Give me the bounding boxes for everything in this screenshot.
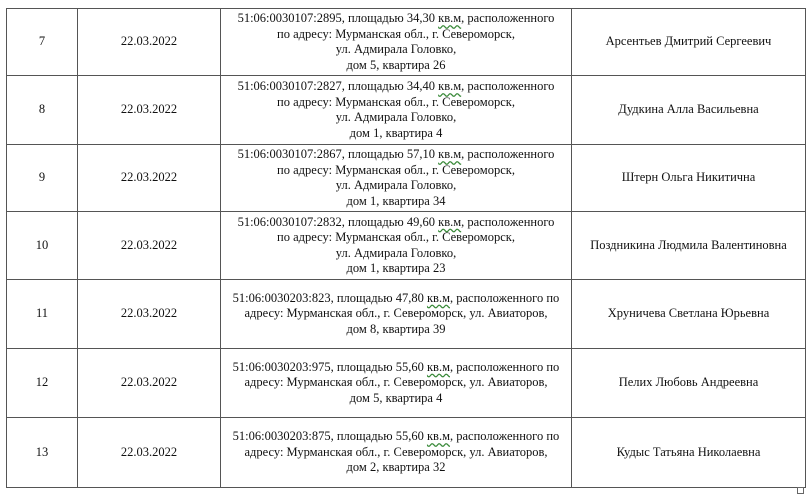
description-line: 51:06:0030107:2827, площадью 34,40 кв.м, расположенного: [237, 79, 555, 93]
row-number: 11: [7, 280, 78, 349]
row-number: 8: [7, 76, 78, 145]
spellcheck-mark: кв.м: [438, 147, 462, 161]
spellcheck-mark: кв.м: [438, 79, 462, 93]
property-description: [221, 145, 572, 212]
spellcheck-mark: кв.м: [426, 359, 450, 374]
description-line: 51:06:0030203:823, площадью 47,80 кв.м, расположенного по: [232, 290, 560, 305]
description-line: ул. Адмирала Головко,: [335, 110, 457, 124]
description-line: по адресу: Мурманская обл., г. Североморск,: [277, 94, 515, 109]
description-line: дом 1, квартира 34: [346, 193, 446, 208]
description-line: ул. Адмирала Головко,: [335, 178, 457, 192]
table-row: [7, 145, 806, 212]
description-line: ул. Адмирала Головко,: [335, 245, 457, 260]
owner-name: Кудыс Татьяна Николаевна: [572, 418, 806, 488]
description-line: адресу: Мурманская обл., г. Североморск, ул. Авиаторов,: [244, 444, 548, 459]
description-line: адресу: Мурманская обл., г. Североморск, ул. Авиаторов,: [244, 375, 548, 390]
table-row: [7, 76, 806, 145]
row-number: 13: [7, 418, 78, 488]
table-row: [7, 418, 806, 488]
spellcheck-mark: кв.м: [426, 290, 450, 305]
description-line: адресу: Мурманская обл., г. Североморск, ул. Авиаторов,: [244, 306, 548, 321]
description-line: дом 8, квартира 39: [346, 321, 446, 336]
row-number: 9: [7, 145, 78, 212]
owner-name: Арсентьев Дмитрий Сергеевич: [572, 9, 806, 76]
row-date: 22.03.2022: [78, 145, 221, 212]
owner-name: Дудкина Алла Васильевна: [572, 76, 806, 145]
owner-name: Штерн Ольга Никитична: [572, 145, 806, 212]
description-line: дом 2, квартира 32: [346, 460, 446, 475]
row-date: 22.03.2022: [78, 280, 221, 349]
description-line: дом 5, квартира 26: [346, 57, 446, 72]
description-line: 51:06:0030107:2895, площадью 34,30 кв.м, расположенного: [237, 11, 555, 25]
property-description: [221, 349, 572, 418]
description-line: дом 1, квартира 4: [349, 125, 443, 140]
owner-name: Пелих Любовь Андреевна: [572, 349, 806, 418]
property-description: [221, 212, 572, 280]
spellcheck-mark: кв.м: [438, 214, 462, 229]
row-date: 22.03.2022: [78, 418, 221, 488]
row-number: 12: [7, 349, 78, 418]
property-description: [221, 9, 572, 76]
description-line: 51:06:0030203:975, площадью 55,60 кв.м, расположенного по: [232, 359, 560, 374]
row-date: 22.03.2022: [78, 349, 221, 418]
row-number: 10: [7, 212, 78, 280]
row-date: 22.03.2022: [78, 9, 221, 76]
description-line: 51:06:0030107:2832, площадью 49,60 кв.м, расположенного: [237, 214, 555, 229]
description-line: дом 1, квартира 23: [346, 261, 446, 275]
property-description: [221, 76, 572, 145]
description-line: 51:06:0030203:875, площадью 55,60 кв.м, расположенного по: [232, 429, 560, 444]
description-line: ул. Адмирала Головко,: [335, 42, 457, 56]
description-line: по адресу: Мурманская обл., г. Североморск,: [277, 26, 515, 41]
row-number: 7: [7, 9, 78, 76]
description-line: 51:06:0030107:2867, площадью 57,10 кв.м, расположенного: [237, 147, 555, 161]
description-line: дом 5, квартира 4: [349, 390, 443, 405]
row-date: 22.03.2022: [78, 76, 221, 145]
table-resize-handle[interactable]: [797, 487, 804, 494]
table-row: [7, 9, 806, 76]
table-row: [7, 280, 806, 349]
table-row: [7, 349, 806, 418]
owner-name: Поздникина Людмила Валентиновна: [572, 212, 806, 280]
spellcheck-mark: кв.м: [426, 429, 450, 444]
row-date: 22.03.2022: [78, 212, 221, 280]
spellcheck-mark: кв.м: [438, 11, 462, 25]
property-description: [221, 418, 572, 488]
table-row: [7, 212, 806, 280]
property-description: [221, 280, 572, 349]
records-table: [6, 8, 806, 488]
owner-name: Хруничева Светлана Юрьевна: [572, 280, 806, 349]
description-line: по адресу: Мурманская обл., г. Североморск,: [277, 162, 515, 177]
description-line: по адресу: Мурманская обл., г. Североморск,: [277, 230, 515, 244]
